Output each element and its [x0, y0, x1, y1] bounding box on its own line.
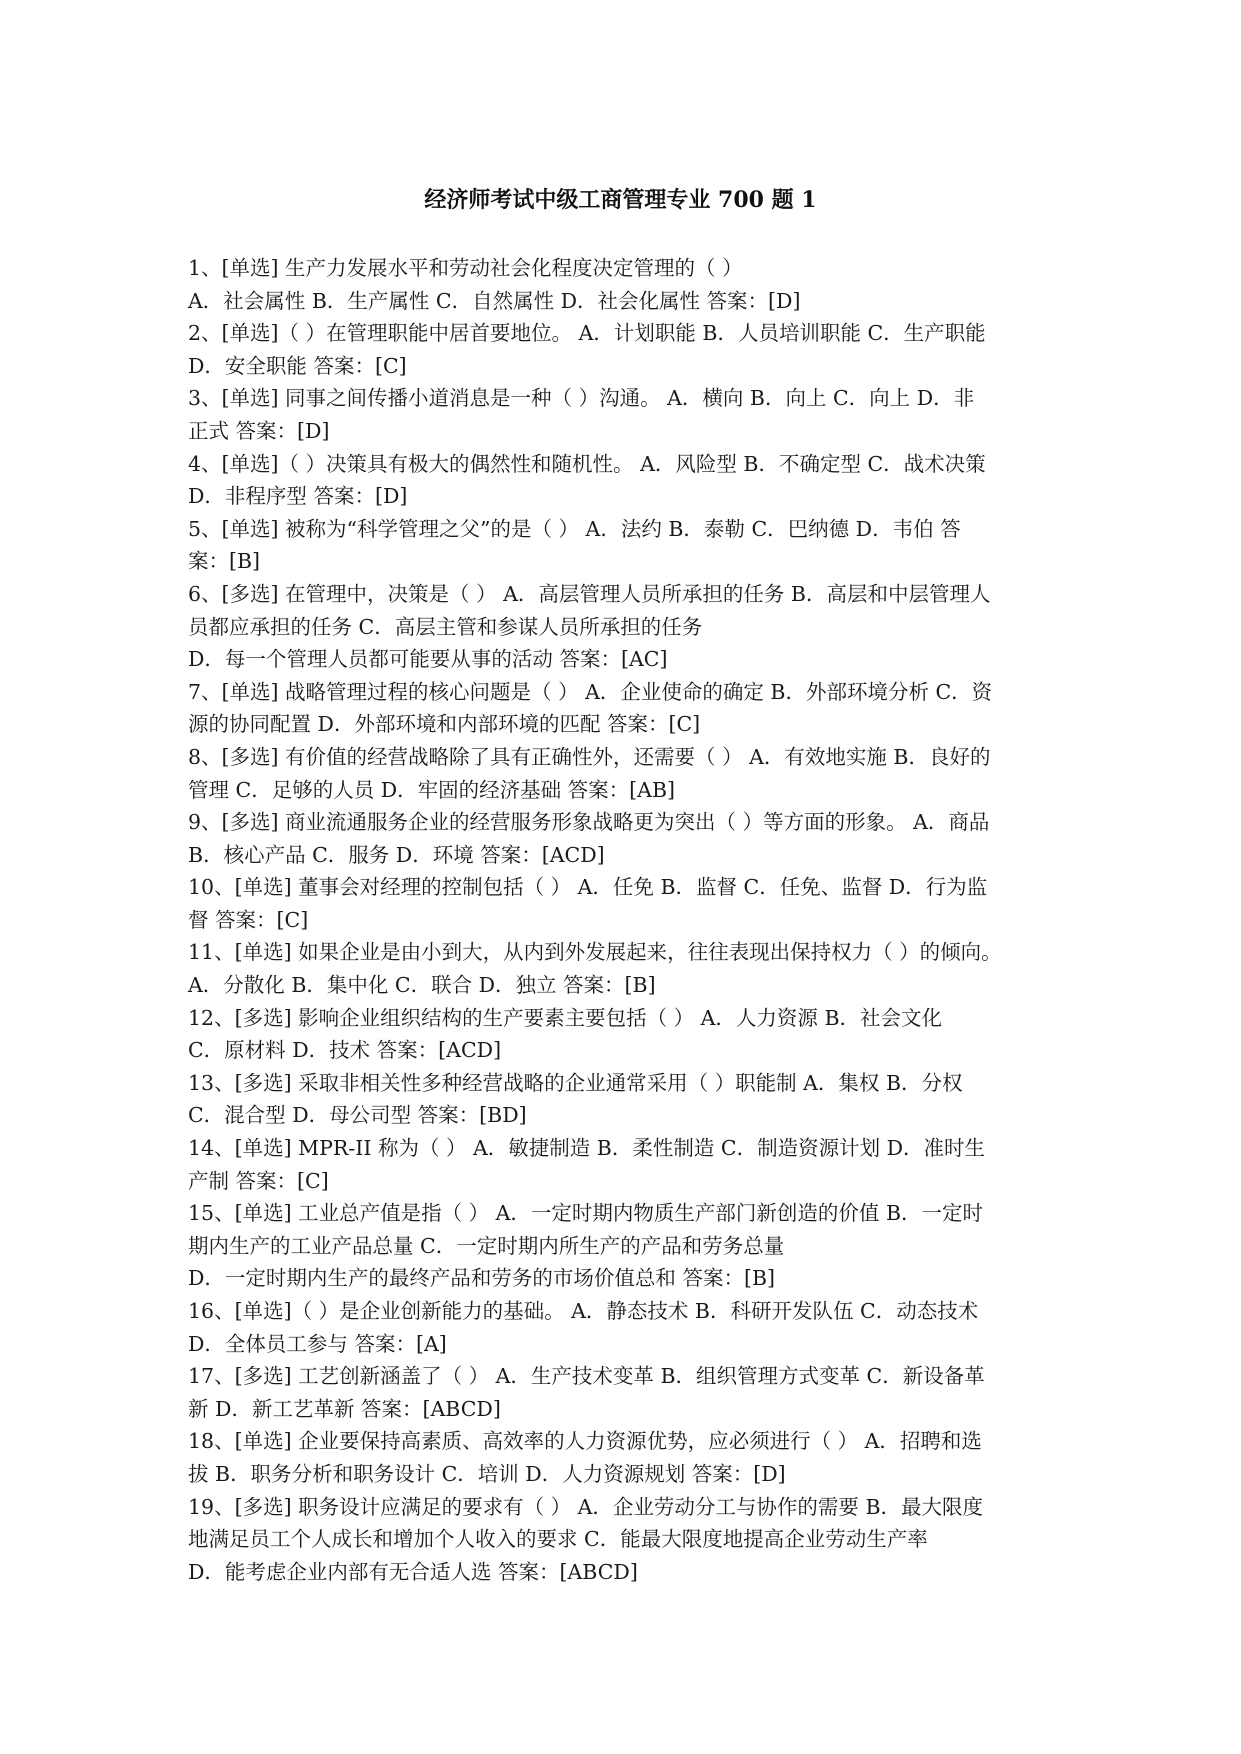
text-line: D．安全职能 答案：[C] [188, 353, 407, 378]
text-line: A．社会属性 B．生产属性 C．自然属性 D．社会化属性 答案：[D] [188, 288, 801, 313]
text-line: 拔 B．职务分析和职务设计 C．培训 D．人力资源规划 答案：[D] [188, 1461, 786, 1486]
text-line: 11、[单选] 如果企业是由小到大，从内到外发展起来，往往表现出保持权力（ ）的倾向。 [188, 940, 1002, 965]
text-line: 正式 答案：[D] [188, 418, 330, 443]
text-line: D．一定时期内生产的最终产品和劳务的市场价值总和 答案：[B] [188, 1266, 776, 1291]
text-line: 16、[单选]（ ）是企业创新能力的基础。 A．静态技术 B．科研开发队伍 C．动态技术 [188, 1299, 979, 1323]
text-line: 员都应承担的任务 C．高层主管和参谋人员所承担的任务 [188, 614, 703, 639]
text-line: 14、[单选] MPR-II 称为（ ） A．敏捷制造 B．柔性制造 C．制造资源计划 D．准时生 [188, 1136, 986, 1161]
text-line: 2、[单选]（ ）在管理职能中居首要地位。 A．计划职能 B．人员培训职能 C．生产职能 [188, 321, 986, 346]
text-line: 9、[多选] 商业流通服务企业的经营服务形象战略更为突出（ ）等方面的形象。 A．商品 [188, 810, 990, 835]
question-list [188, 252, 1068, 1588]
text-line: 10、[单选] 董事会对经理的控制包括（ ） A．任免 B．监督 C．任免、监督 D．行为监 [188, 875, 988, 900]
text-line: C．混合型 D．母公司型 答案：[BD] [188, 1103, 527, 1128]
text-line: 案：[B] [188, 549, 261, 574]
text-line: 3、[单选] 同事之间传播小道消息是一种（ ）沟通。 A．横向 B．向上 C．向上 D．非 [188, 386, 975, 411]
document-title: 经济师考试中级工商管理专业 700 题 1 [424, 187, 817, 213]
text-line: 新 D．新工艺革新 答案：[ABCD] [188, 1396, 501, 1421]
text-line: 6、[多选] 在管理中，决策是（ ） A．高层管理人员所承担的任务 B．高层和中层管理人 [188, 581, 991, 606]
text-line: 管理 C．足够的人员 D．牢固的经济基础 答案：[AB] [188, 777, 676, 802]
text-line: 1、[单选] 生产力发展水平和劳动社会化程度决定管理的（ ） [188, 256, 743, 280]
text-line: 督 答案：[C] [188, 907, 309, 932]
text-line: 8、[多选] 有价值的经营战略除了具有正确性外，还需要（ ） A．有效地实施 B．良好的 [188, 744, 991, 769]
text-line: 期内生产的工业产品总量 C．一定时期内所生产的产品和劳务总量 [188, 1233, 785, 1258]
text-line: 7、[单选] 战略管理过程的核心问题是（ ） A．企业使命的确定 B．外部环境分析 C．资 [188, 679, 993, 704]
text-line: 4、[单选]（ ）决策具有极大的偶然性和随机性。 A．风险型 B．不确定型 C．战术决策 [188, 451, 986, 476]
text-line: 18、[单选] 企业要保持高素质、高效率的人力资源优势，应必须进行（ ） A．招聘和选 [188, 1429, 982, 1454]
text-line: A．分散化 B．集中化 C．联合 D．独立 答案：[B] [188, 973, 656, 998]
text-line: 源的协同配置 D．外部环境和内部环境的匹配 答案：[C] [188, 712, 701, 737]
text-line: D．能考虑企业内部有无合适人选 答案：[ABCD] [188, 1559, 638, 1584]
text-line: C．原材料 D．技术 答案：[ACD] [188, 1038, 502, 1063]
text-line: 19、[多选] 职务设计应满足的要求有（ ） A．企业劳动分工与协作的需要 B．最大限度 [188, 1494, 984, 1519]
text-line: 17、[多选] 工艺创新涵盖了（ ） A．生产技术变革 B．组织管理方式变革 C．新设备革 [188, 1364, 985, 1389]
text-line: 5、[单选] 被称为“科学管理之父”的是（ ） A．法约 B．泰勒 C．巴纳德 D．韦伯 答 [188, 516, 961, 541]
text-line: 产制 答案：[C] [188, 1168, 329, 1193]
text-line: B．核心产品 C．服务 D．环境 答案：[ACD] [188, 842, 605, 867]
text-line: D．每一个管理人员都可能要从事的活动 答案：[AC] [188, 647, 668, 672]
text-line: D．全体员工参与 答案：[A] [188, 1331, 447, 1356]
text-line: 12、[多选] 影响企业组织结构的生产要素主要包括（ ） A．人力资源 B．社会文化 [188, 1005, 943, 1030]
text-line: 13、[多选] 采取非相关性多种经营战略的企业通常采用（ ）职能制 A．集权 B．分权 [188, 1070, 963, 1095]
text-line: 地满足员工个人成长和增加个人收入的要求 C．能最大限度地提高企业劳动生产率 [188, 1527, 928, 1552]
text-line: 15、[单选] 工业总产值是指（ ） A．一定时期内物质生产部门新创造的价值 B．一定时 [188, 1201, 984, 1226]
text-line: D．非程序型 答案：[D] [188, 484, 408, 509]
